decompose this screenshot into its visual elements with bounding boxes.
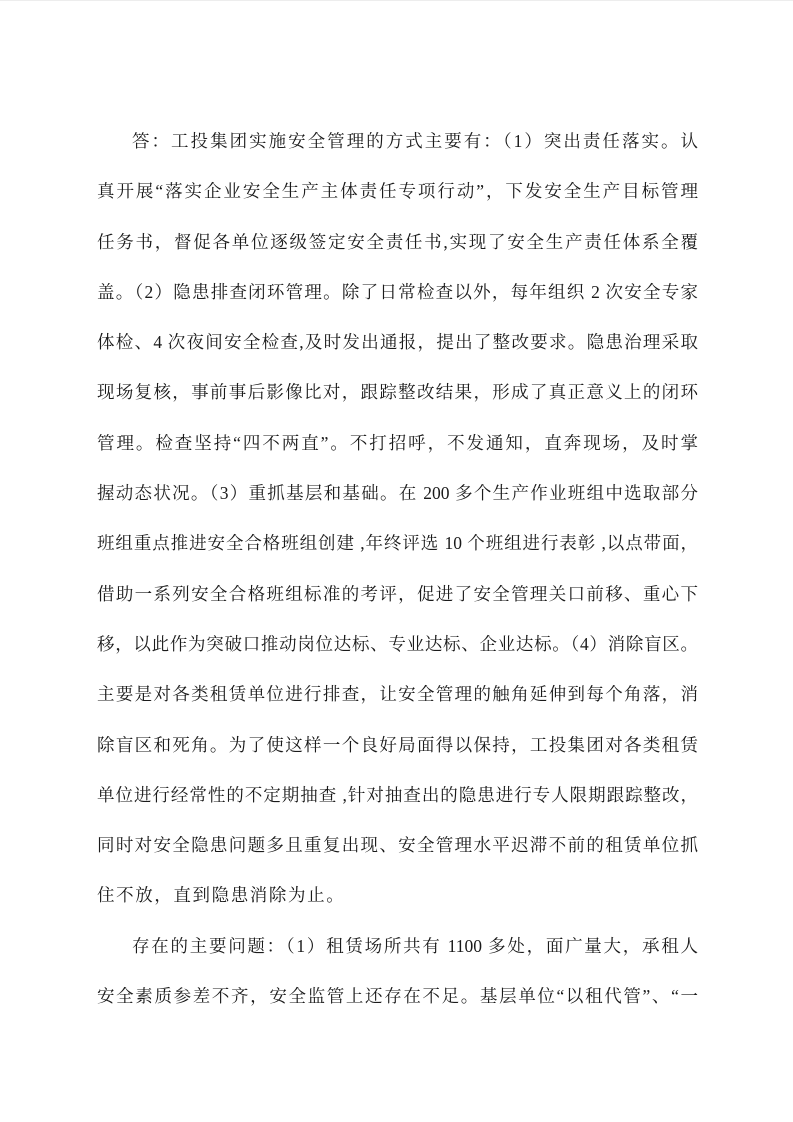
text-line: 除盲区和死角。为了使这样一个良好局面得以保持，工投集团对各类租赁 [97, 734, 698, 755]
text-line: 移，以此作为突破口推动岗位达标、专业达标、企业达标。（4）消除盲区。 [97, 633, 698, 654]
text-line: 安全素质参差不齐，安全监管上还存在不足。基层单位“以租代管”、“一 [97, 986, 698, 1007]
text-line: 主要是对各类租赁单位进行排查，让安全管理的触角延伸到每个角落，消 [97, 684, 698, 705]
text-line: 盖。（2）隐患排查闭环管理。除了日常检查以外，每年组织 2 次安全专家 [97, 281, 698, 302]
text-line: 真开展“落实企业安全生产主体责任专项行动”，下发安全生产目标管理 [97, 181, 698, 202]
text-line: 同时对安全隐患问题多且重复出现、安全管理水平迟滞不前的租赁单位抓 [97, 835, 698, 856]
text-line: 答：工投集团实施安全管理的方式主要有：（1）突出责任落实。认 [132, 131, 698, 151]
document-body [97, 116, 698, 1021]
text-line: 借助一系列安全合格班组标准的考评，促进了安全管理关口前移、重心下 [97, 583, 698, 604]
text-line: 体检、4 次夜间安全检查,及时发出通报，提出了整改要求。隐患治理采取 [97, 332, 698, 353]
text-line: 现场复核，事前事后影像比对，跟踪整改结果，形成了真正意义上的闭环 [97, 382, 698, 403]
text-line: 握动态状况。（3）重抓基层和基础。在 200 多个生产作业班组中选取部分 [97, 483, 698, 504]
text-line: 管理。检查坚持“四不两直”。不打招呼，不发通知，直奔现场，及时掌 [97, 432, 698, 453]
text-line: 存在的主要问题：（1）租赁场所共有 1100 多处，面广量大，承租人 [132, 935, 698, 956]
text-line: 单位进行经常性的不定期抽查 ,针对抽查出的隐患进行专人限期跟踪整改， [97, 784, 698, 805]
text-line: 班组重点推进安全合格班组创建 ,年终评选 10 个班组进行表彰 ,以点带面， [97, 533, 698, 554]
text-line: 任务书，督促各单位逐级签定安全责任书,实现了安全生产责任体系全覆 [97, 231, 698, 252]
text-line: 住不放，直到隐患消除为止。 [97, 885, 346, 906]
